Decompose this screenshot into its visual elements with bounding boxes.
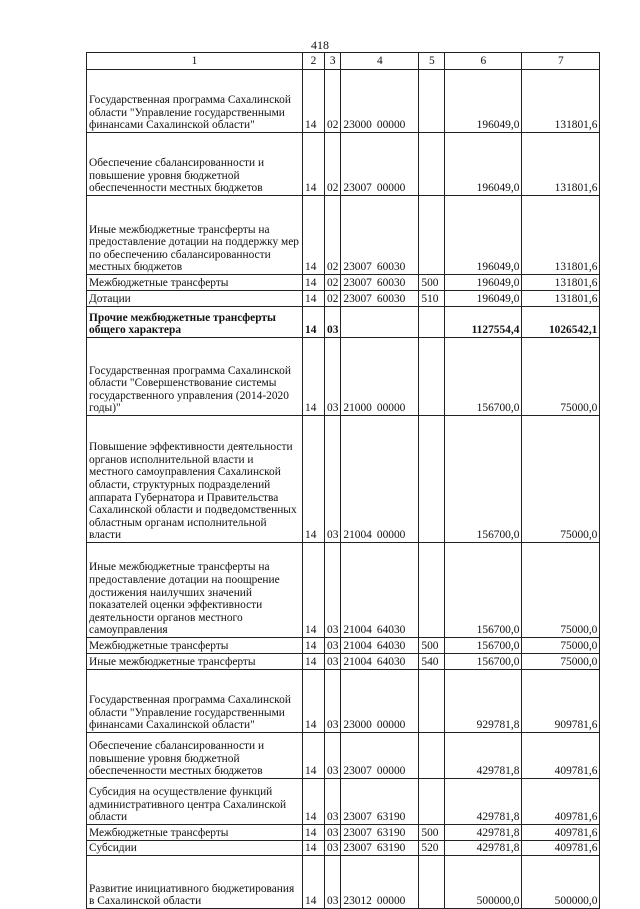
- table-row: [87, 196, 600, 275]
- program-code: 23007: [343, 277, 372, 290]
- program-code: 23007: [343, 293, 372, 306]
- section-code: 14: [303, 196, 325, 275]
- expense-type-code: [419, 70, 445, 133]
- expense-type-code: [419, 196, 445, 275]
- amount-col-7: 131801,6: [522, 133, 600, 196]
- target-article-code: [341, 543, 419, 638]
- target-article-code: [341, 133, 419, 196]
- subsection-code: 03: [325, 841, 341, 856]
- amount-col-6: 429781,8: [445, 825, 522, 841]
- subsection-code: 03: [325, 307, 341, 338]
- target-article-code: [341, 307, 419, 338]
- direction-code: 00000: [376, 765, 406, 778]
- table-row: [87, 275, 600, 291]
- budget-table: [86, 52, 600, 909]
- row-name: Субсидии: [87, 841, 303, 856]
- amount-col-6: 196049,0: [445, 291, 522, 307]
- target-article-code: [341, 670, 419, 733]
- section-code: 14: [303, 856, 325, 909]
- target-article-code: [341, 291, 419, 307]
- amount-col-7: 409781,6: [522, 825, 600, 841]
- col-header: 5: [419, 53, 445, 70]
- section-code: 14: [303, 70, 325, 133]
- table-row: [87, 654, 600, 670]
- row-name: Межбюджетные трансферты: [87, 825, 303, 841]
- amount-col-6: 429781,8: [445, 841, 522, 856]
- amount-col-6: 196049,0: [445, 133, 522, 196]
- row-name: Развитие инициативного бюджетирования в Сахалинской области: [87, 856, 303, 909]
- table-row: [87, 543, 600, 638]
- expense-type-code: 510: [419, 291, 445, 307]
- target-article-code: [341, 733, 419, 779]
- amount-col-7: 409781,6: [522, 841, 600, 856]
- row-name: Межбюджетные трансферты: [87, 275, 303, 291]
- direction-code: 60030: [376, 277, 406, 290]
- section-code: 14: [303, 825, 325, 841]
- program-code: 23000: [343, 119, 372, 132]
- program-code: 21004: [343, 624, 372, 637]
- row-name: Иные межбюджетные трансферты: [87, 654, 303, 670]
- amount-col-6: 196049,0: [445, 196, 522, 275]
- program-code: 21004: [343, 640, 372, 653]
- amount-col-6: 156700,0: [445, 338, 522, 416]
- subsection-code: 02: [325, 133, 341, 196]
- amount-col-7: 131801,6: [522, 196, 600, 275]
- subsection-code: 03: [325, 779, 341, 825]
- direction-code: 63190: [376, 827, 406, 840]
- amount-col-6: 429781,8: [445, 733, 522, 779]
- expense-type-code: 500: [419, 638, 445, 654]
- target-article-code: [341, 841, 419, 856]
- direction-code: 60030: [376, 293, 406, 306]
- subsection-code: 03: [325, 856, 341, 909]
- section-code: 14: [303, 307, 325, 338]
- table-header-row: [87, 53, 600, 70]
- row-name: Межбюджетные трансферты: [87, 638, 303, 654]
- row-name: Дотации: [87, 291, 303, 307]
- direction-code: 63190: [376, 811, 406, 824]
- subsection-code: 03: [325, 416, 341, 543]
- table-row: [87, 70, 600, 133]
- program-code: 23012: [343, 895, 372, 908]
- section-code: 14: [303, 841, 325, 856]
- subsection-code: 03: [325, 670, 341, 733]
- row-name: Прочие межбюджетные трансферты общего характера: [87, 307, 303, 338]
- table-row: [87, 638, 600, 654]
- amount-col-7: 75000,0: [522, 338, 600, 416]
- expense-type-code: [419, 856, 445, 909]
- table-row: [87, 841, 600, 856]
- expense-type-code: [419, 779, 445, 825]
- expense-type-code: [419, 670, 445, 733]
- table-row: [87, 733, 600, 779]
- section-code: 14: [303, 416, 325, 543]
- target-article-code: [341, 196, 419, 275]
- amount-col-6: 196049,0: [445, 275, 522, 291]
- row-name: Иные межбюджетные трансферты на предоставление дотации на поддержку мер по обеспечению сбалансированности местных бюджетов: [87, 196, 303, 275]
- row-name: Повышение эффективности деятельности органов исполнительной власти и местного самоуправления Сахалинской области, структурных подразделений аппарата Губернатора и Правительства Сахалинской области и подведомственных областным органам исполнительной власти: [87, 416, 303, 543]
- program-code: 23000: [343, 719, 372, 732]
- table-row: [87, 416, 600, 543]
- table-row: [87, 133, 600, 196]
- expense-type-code: [419, 416, 445, 543]
- direction-code: 00000: [376, 719, 406, 732]
- amount-col-7: 75000,0: [522, 543, 600, 638]
- target-article-code: [341, 825, 419, 841]
- amount-col-6: 156700,0: [445, 654, 522, 670]
- col-header: 6: [445, 53, 522, 70]
- amount-col-6: 156700,0: [445, 638, 522, 654]
- target-article-code: [341, 416, 419, 543]
- col-header: 2: [303, 53, 325, 70]
- table-row: [87, 670, 600, 733]
- table-row: [87, 307, 600, 338]
- program-code: 23007: [343, 261, 372, 274]
- row-name: Государственная программа Сахалинской области "Управление государственными финансами Сахалинской области": [87, 70, 303, 133]
- amount-col-7: 131801,6: [522, 291, 600, 307]
- amount-col-6: 156700,0: [445, 416, 522, 543]
- amount-col-7: 409781,6: [522, 779, 600, 825]
- amount-col-7: 909781,6: [522, 670, 600, 733]
- program-code: 23007: [343, 811, 372, 824]
- section-code: 14: [303, 779, 325, 825]
- amount-col-7: 409781,6: [522, 733, 600, 779]
- col-header: 3: [325, 53, 341, 70]
- amount-col-6: 156700,0: [445, 543, 522, 638]
- table-row: [87, 291, 600, 307]
- subsection-code: 03: [325, 543, 341, 638]
- row-name: Государственная программа Сахалинской области "Управление государственными финансами Сахалинской области": [87, 670, 303, 733]
- direction-code: 00000: [376, 119, 406, 132]
- target-article-code: [341, 70, 419, 133]
- program-code: 23007: [343, 182, 372, 195]
- subsection-code: 03: [325, 825, 341, 841]
- subsection-code: 02: [325, 196, 341, 275]
- program-code: 21004: [343, 529, 372, 542]
- row-name: Обеспечение сбалансированности и повышение уровня бюджетной обеспеченности местных бюджетов: [87, 733, 303, 779]
- expense-type-code: [419, 733, 445, 779]
- target-article-code: [341, 638, 419, 654]
- direction-code: 63190: [376, 842, 406, 855]
- table-row: [87, 825, 600, 841]
- direction-code: 00000: [376, 529, 406, 542]
- amount-col-7: 75000,0: [522, 654, 600, 670]
- section-code: 14: [303, 670, 325, 733]
- row-name: Иные межбюджетные трансферты на предоставление дотации на поощрение достижения наилучших значений показателей оценки эффективности деятельности органов местного самоуправления: [87, 543, 303, 638]
- section-code: 14: [303, 733, 325, 779]
- target-article-code: [341, 338, 419, 416]
- expense-type-code: [419, 543, 445, 638]
- subsection-code: 03: [325, 338, 341, 416]
- direction-code: 64030: [376, 624, 406, 637]
- amount-col-6: 929781,8: [445, 670, 522, 733]
- expense-type-code: [419, 133, 445, 196]
- amount-col-7: 500000,0: [522, 856, 600, 909]
- direction-code: 00000: [376, 895, 406, 908]
- amount-col-7: 75000,0: [522, 638, 600, 654]
- section-code: 14: [303, 654, 325, 670]
- section-code: 14: [303, 543, 325, 638]
- row-name: Субсидия на осуществление функций административного центра Сахалинской области: [87, 779, 303, 825]
- section-code: 14: [303, 133, 325, 196]
- amount-col-6: 196049,0: [445, 70, 522, 133]
- page-number: 418: [311, 38, 329, 52]
- amount-col-7: 75000,0: [522, 416, 600, 543]
- col-header: 1: [87, 53, 303, 70]
- program-code: 23007: [343, 827, 372, 840]
- target-article-code: [341, 654, 419, 670]
- row-name: Обеспечение сбалансированности и повышение уровня бюджетной обеспеченности местных бюджетов: [87, 133, 303, 196]
- expense-type-code: 500: [419, 825, 445, 841]
- target-article-code: [341, 275, 419, 291]
- program-code: 23007: [343, 765, 372, 778]
- subsection-code: 03: [325, 638, 341, 654]
- table-row: [87, 338, 600, 416]
- amount-col-7: 131801,6: [522, 70, 600, 133]
- row-name: Государственная программа Сахалинской области "Совершенствование системы государственного управления (2014-2020 годы)": [87, 338, 303, 416]
- direction-code: 64030: [376, 640, 406, 653]
- direction-code: 00000: [376, 402, 406, 415]
- subsection-code: 02: [325, 291, 341, 307]
- direction-code: 00000: [376, 182, 406, 195]
- col-header: 7: [522, 53, 600, 70]
- program-code: 21000: [343, 402, 372, 415]
- section-code: 14: [303, 275, 325, 291]
- expense-type-code: 520: [419, 841, 445, 856]
- table-row: [87, 856, 600, 909]
- program-code: 21004: [343, 656, 372, 669]
- amount-col-6: 429781,8: [445, 779, 522, 825]
- subsection-code: 03: [325, 733, 341, 779]
- subsection-code: 02: [325, 275, 341, 291]
- section-code: 14: [303, 638, 325, 654]
- section-code: 14: [303, 291, 325, 307]
- direction-code: 60030: [376, 261, 406, 274]
- expense-type-code: [419, 307, 445, 338]
- amount-col-6: 1127554,4: [445, 307, 522, 338]
- expense-type-code: 540: [419, 654, 445, 670]
- direction-code: 64030: [376, 656, 406, 669]
- amount-col-7: 131801,6: [522, 275, 600, 291]
- section-code: 14: [303, 338, 325, 416]
- subsection-code: 03: [325, 654, 341, 670]
- target-article-code: [341, 856, 419, 909]
- expense-type-code: 500: [419, 275, 445, 291]
- col-header: 4: [341, 53, 419, 70]
- expense-type-code: [419, 338, 445, 416]
- target-article-code: [341, 779, 419, 825]
- program-code: 23007: [343, 842, 372, 855]
- subsection-code: 02: [325, 70, 341, 133]
- amount-col-7: 1026542,1: [522, 307, 600, 338]
- amount-col-6: 500000,0: [445, 856, 522, 909]
- table-row: [87, 779, 600, 825]
